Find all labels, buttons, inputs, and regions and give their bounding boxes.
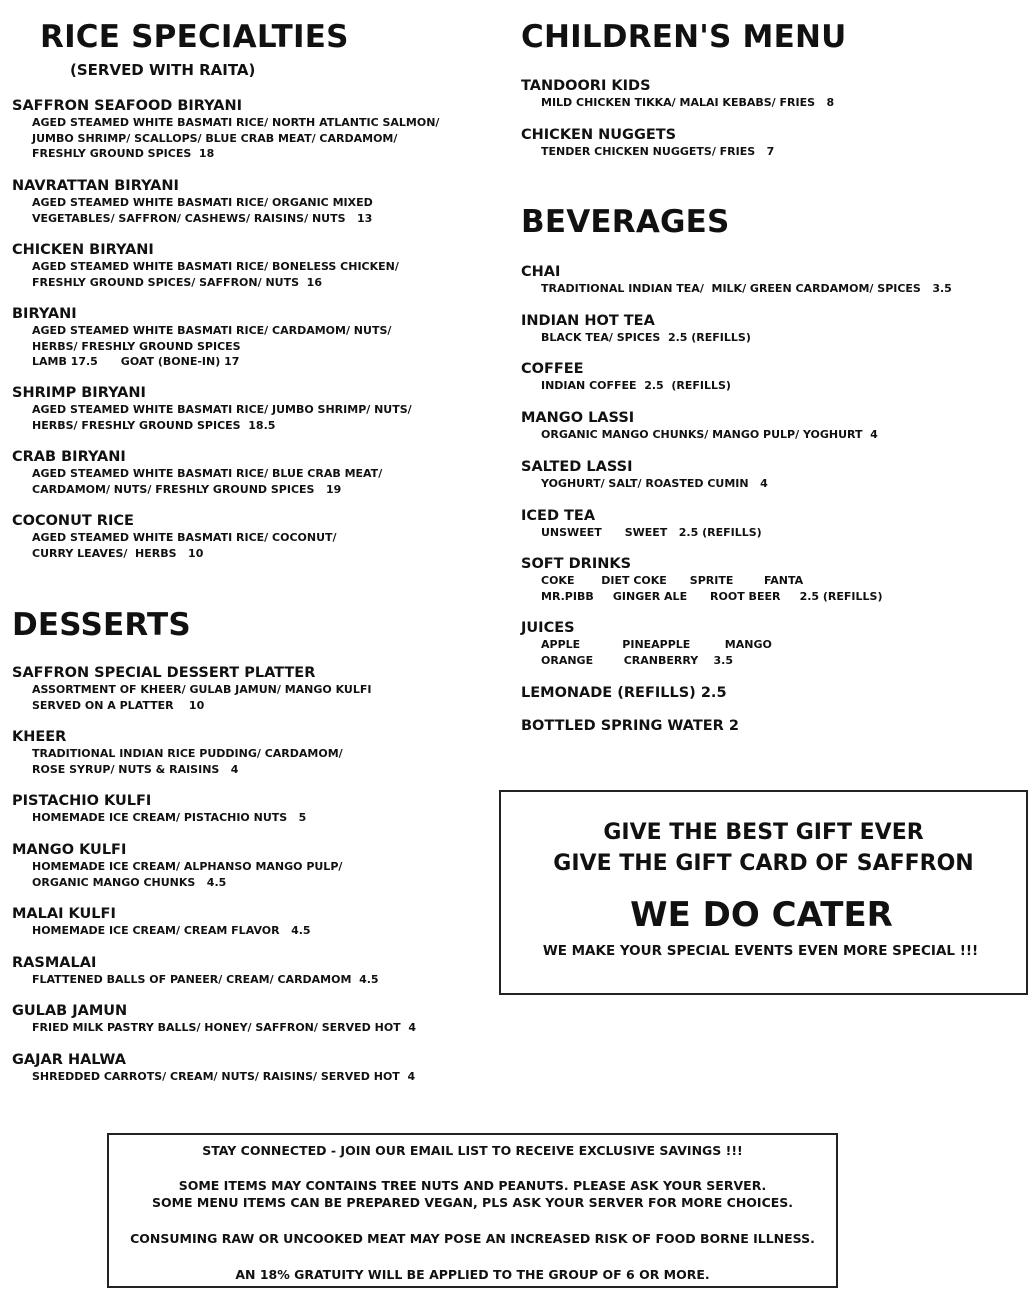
menu-item-description <box>521 427 878 443</box>
menu-item-soft-drinks <box>521 555 883 604</box>
menu-item-bottled-spring-water <box>521 717 739 735</box>
menu-item-name: SALTED LASSI <box>521 459 633 475</box>
menu-item-pistachio-kulfi <box>12 792 306 826</box>
menu-item-name: GULAB JAMUN <box>12 1003 128 1019</box>
menu-item-juices <box>521 619 772 668</box>
description-line: ASSORTMENT OF KHEER/ GULAB JAMUN/ MANGO KULFI <box>32 683 372 696</box>
description-line: AGED STEAMED WHITE BASMATI RICE/ NORTH ATLANTIC SALMON/ <box>32 116 440 129</box>
menu-item-name: COCONUT RICE <box>12 513 134 529</box>
description-line: MR.PIBB GINGER ALE ROOT BEER 2.5 (REFILLS) <box>541 589 883 603</box>
menu-item-description <box>521 144 774 160</box>
description-line: HOMEMADE ICE CREAM/ CREAM FLAVOR 4.5 <box>32 924 311 937</box>
menu-item-description <box>521 573 883 604</box>
rice-specialties-title: RICE SPECIALTIES <box>40 19 349 55</box>
menu-item-description <box>521 330 751 346</box>
menu-item-chai <box>521 263 952 297</box>
desserts-title: DESSERTS <box>12 607 191 643</box>
menu-item-name: MALAI KULFI <box>12 906 116 922</box>
menu-item-description <box>12 323 391 370</box>
menu-item-name: NAVRATTAN BIRYANI <box>12 178 179 194</box>
description-line: TRADITIONAL INDIAN RICE PUDDING/ CARDAMOM/ <box>32 747 343 760</box>
description-line: HOMEMADE ICE CREAM/ ALPHANSO MANGO PULP/ <box>32 860 343 873</box>
description-line: FRESHLY GROUND SPICES 18 <box>32 147 215 160</box>
menu-item-malai-kulfi <box>12 905 311 939</box>
description-line: INDIAN COFFEE 2.5 (REFILLS) <box>541 379 731 392</box>
notice-box <box>107 1133 838 1288</box>
menu-item-shrimp-biryani <box>12 384 412 433</box>
menu-item-indian-hot-tea <box>521 312 751 346</box>
menu-item-name: BOTTLED SPRING WATER 2 <box>521 718 739 734</box>
description-line: ORANGE CRANBERRY 3.5 <box>541 653 733 667</box>
description-line: HERBS/ FRESHLY GROUND SPICES 18.5 <box>32 418 276 432</box>
menu-item-crab-biryani <box>12 448 382 497</box>
menu-item-name: PISTACHIO KULFI <box>12 793 152 809</box>
description-line: ORGANIC MANGO CHUNKS 4.5 <box>32 875 227 889</box>
description-line: AGED STEAMED WHITE BASMATI RICE/ BLUE CRAB MEAT/ <box>32 467 383 480</box>
menu-item-description <box>12 923 311 939</box>
menu-item-name: SAFFRON SPECIAL DESSERT PLATTER <box>12 665 316 681</box>
description-line: ROSE SYRUP/ NUTS & RAISINS 4 <box>32 762 239 776</box>
menu-item-name: SAFFRON SEAFOOD BIRYANI <box>12 98 243 114</box>
menu-item-kheer <box>12 728 343 777</box>
menu-item-saffron-seafood-biryani <box>12 97 439 162</box>
menu-item-name: INDIAN HOT TEA <box>521 313 655 329</box>
description-line: BLACK TEA/ SPICES 2.5 (REFILLS) <box>541 331 751 344</box>
menu-item-description <box>12 530 337 561</box>
menu-item-description <box>12 972 379 988</box>
gift-line-1: GIVE THE BEST GIFT EVER <box>603 820 924 845</box>
menu-item-description <box>521 476 768 492</box>
menu-item-lemonade <box>521 684 727 702</box>
nuts-notice: SOME ITEMS MAY CONTAINS TREE NUTS AND PEANUTS. PLEASE ASK YOUR SERVER. <box>178 1178 767 1193</box>
gift-card-catering-box <box>499 790 1028 995</box>
description-line: UNSWEET SWEET 2.5 (REFILLS) <box>541 526 762 539</box>
menu-item-description <box>12 466 382 497</box>
menu-item-iced-tea <box>521 507 762 541</box>
menu-item-coffee <box>521 360 731 394</box>
description-line: AGED STEAMED WHITE BASMATI RICE/ COCONUT/ <box>32 531 337 544</box>
description-line: VEGETABLES/ SAFFRON/ CASHEWS/ RAISINS/ NUTS 13 <box>32 211 373 225</box>
description-line: SERVED ON A PLATTER 10 <box>32 698 205 712</box>
menu-item-description <box>521 378 731 394</box>
menu-item-gulab-jamun <box>12 1002 416 1036</box>
gratuity-notice: AN 18% GRATUITY WILL BE APPLIED TO THE GROUP OF 6 OR MORE. <box>235 1267 710 1282</box>
menu-item-description <box>521 95 834 111</box>
menu-item-description <box>12 402 412 433</box>
menu-item-name: MANGO LASSI <box>521 410 635 426</box>
raw-meat-notice: CONSUMING RAW OR UNCOOKED MEAT MAY POSE AN INCREASED RISK OF FOOD BORNE ILLNESS. <box>130 1231 815 1246</box>
menu-item-coconut-rice <box>12 512 337 561</box>
description-line: FLATTENED BALLS OF PANEER/ CREAM/ CARDAMOM 4.5 <box>32 973 379 986</box>
menu-item-name: BIRYANI <box>12 306 77 322</box>
menu-item-description <box>12 195 373 226</box>
menu-item-navrattan-biryani <box>12 177 373 226</box>
menu-item-name: LEMONADE (REFILLS) 2.5 <box>521 685 727 701</box>
description-line: YOGHURT/ SALT/ ROASTED CUMIN 4 <box>541 477 768 490</box>
special-events-line: WE MAKE YOUR SPECIAL EVENTS EVEN MORE SPECIAL !!! <box>542 943 979 959</box>
menu-item-name: COFFEE <box>521 361 584 377</box>
menu-item-dessert-platter <box>12 664 371 713</box>
menu-item-description <box>12 810 306 826</box>
menu-item-name: ICED TEA <box>521 508 596 524</box>
menu-item-description <box>12 859 342 890</box>
menu-item-description <box>12 746 343 777</box>
menu-item-name: SOFT DRINKS <box>521 556 632 572</box>
description-line: CURRY LEAVES/ HERBS 10 <box>32 546 204 560</box>
description-line: LAMB 17.5 GOAT (BONE-IN) 17 <box>32 355 240 368</box>
description-line: ORGANIC MANGO CHUNKS/ MANGO PULP/ YOGHURT 4 <box>541 428 878 441</box>
menu-item-description <box>12 1069 415 1085</box>
description-line: AGED STEAMED WHITE BASMATI RICE/ BONELESS CHICKEN/ <box>32 260 399 273</box>
menu-item-rasmalai <box>12 954 379 988</box>
menu-item-description <box>12 115 439 162</box>
vegan-notice: SOME MENU ITEMS CAN BE PREPARED VEGAN, PLS ASK YOUR SERVER FOR MORE CHOICES. <box>151 1195 794 1210</box>
description-line: HERBS/ FRESHLY GROUND SPICES <box>32 339 241 353</box>
childrens-menu-title: CHILDREN'S MENU <box>521 19 847 55</box>
menu-item-name: TANDOORI KIDS <box>521 78 651 94</box>
menu-item-name: CRAB BIRYANI <box>12 449 126 465</box>
description-line: HOMEMADE ICE CREAM/ PISTACHIO NUTS 5 <box>32 811 307 824</box>
menu-item-tandoori-kids <box>521 77 834 111</box>
menu-item-chicken-nuggets <box>521 126 774 160</box>
menu-item-chicken-biryani <box>12 241 399 290</box>
description-line: CARDAMOM/ NUTS/ FRESHLY GROUND SPICES 19 <box>32 482 342 496</box>
menu-item-name: KHEER <box>12 729 67 745</box>
menu-item-name: JUICES <box>521 620 575 636</box>
menu-item-name: MANGO KULFI <box>12 842 127 858</box>
menu-item-gajar-halwa <box>12 1051 415 1085</box>
description-line: AGED STEAMED WHITE BASMATI RICE/ CARDAMOM/ NUTS/ <box>32 324 392 337</box>
menu-item-description <box>12 1020 416 1036</box>
menu-item-name: CHICKEN NUGGETS <box>521 127 677 143</box>
menu-item-name: CHICKEN BIRYANI <box>12 242 154 258</box>
menu-item-biryani <box>12 305 391 370</box>
description-line: SHREDDED CARROTS/ CREAM/ NUTS/ RAISINS/ SERVED HOT 4 <box>32 1070 416 1083</box>
description-line: AGED STEAMED WHITE BASMATI RICE/ ORGANIC MIXED <box>32 196 373 209</box>
menu-item-name: CHAI <box>521 264 561 280</box>
description-line: FRIED MILK PASTRY BALLS/ HONEY/ SAFFRON/ SERVED HOT 4 <box>32 1021 416 1034</box>
description-line: COKE DIET COKE SPRITE FANTA <box>541 574 804 587</box>
gift-line-2: GIVE THE GIFT CARD OF SAFFRON <box>553 851 974 876</box>
description-line: APPLE PINEAPPLE MANGO <box>541 638 772 651</box>
menu-item-name: SHRIMP BIRYANI <box>12 385 146 401</box>
email-list-notice: STAY CONNECTED - JOIN OUR EMAIL LIST TO RECEIVE EXCLUSIVE SAVINGS !!! <box>202 1143 743 1158</box>
menu-item-mango-kulfi <box>12 841 342 890</box>
description-line: JUMBO SHRIMP/ SCALLOPS/ BLUE CRAB MEAT/ CARDAMOM/ <box>32 131 398 145</box>
description-line: FRESHLY GROUND SPICES/ SAFFRON/ NUTS 16 <box>32 275 322 289</box>
menu-item-salted-lassi <box>521 458 768 492</box>
beverages-title: BEVERAGES <box>521 204 730 240</box>
description-line: AGED STEAMED WHITE BASMATI RICE/ JUMBO SHRIMP/ NUTS/ <box>32 403 412 416</box>
description-line: MILD CHICKEN TIKKA/ MALAI KEBABS/ FRIES 8 <box>541 96 835 109</box>
menu-item-mango-lassi <box>521 409 878 443</box>
menu-item-description <box>521 281 952 297</box>
description-line: TENDER CHICKEN NUGGETS/ FRIES 7 <box>541 145 775 158</box>
menu-item-name: GAJAR HALWA <box>12 1052 126 1068</box>
menu-item-description <box>12 259 399 290</box>
menu-item-description <box>12 682 371 713</box>
menu-item-name: RASMALAI <box>12 955 97 971</box>
we-do-cater-heading: WE DO CATER <box>630 895 893 935</box>
menu-item-description <box>521 525 762 541</box>
rice-specialties-subtitle: (SERVED WITH RAITA) <box>70 61 256 79</box>
menu-item-description <box>521 637 772 668</box>
description-line: TRADITIONAL INDIAN TEA/ MILK/ GREEN CARDAMOM/ SPICES 3.5 <box>541 282 952 295</box>
